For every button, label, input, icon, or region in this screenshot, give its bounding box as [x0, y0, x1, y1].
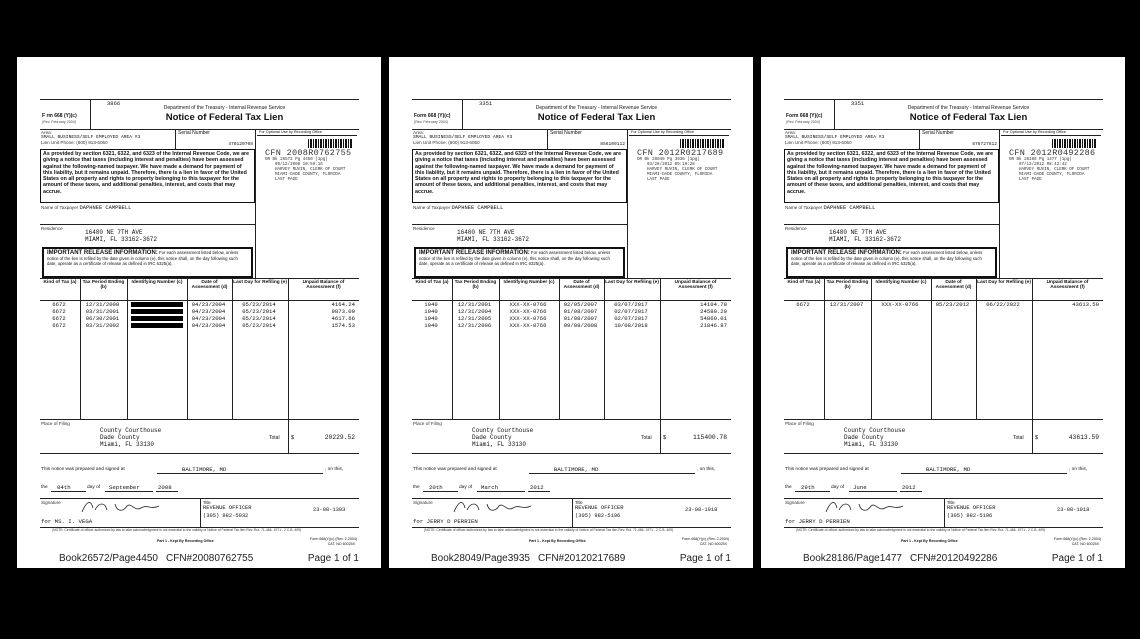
officer-phone: (305) 982-5196	[575, 513, 621, 519]
residence-label: Residence	[413, 226, 435, 231]
table-cell-balance: 14104.70	[700, 301, 727, 308]
area-label: Area:	[413, 130, 424, 135]
prepared-label: This notice was prepared and signed at	[41, 467, 125, 472]
part-label: Part 1 - Kept By Recording Office	[529, 539, 586, 543]
stamp-clerk: HARVEY RUVIN, CLERK OF COURT	[275, 168, 346, 172]
table-cell-kind: 6672	[52, 322, 66, 329]
handwritten-signature	[77, 498, 167, 516]
serial-label: Serial Number	[178, 130, 210, 136]
optional-use-label: For Optional Use by Recording Office	[631, 130, 695, 134]
signed-day: 20th	[429, 484, 443, 491]
lien-phone: Lien Unit Phone: (800) 913-6050	[41, 140, 108, 145]
rule-line	[901, 473, 1067, 474]
form-revision: (Rev. February 2004)	[42, 120, 76, 124]
area-label: Area:	[785, 130, 796, 135]
taxpayer-row	[413, 205, 503, 211]
place-of-filing-label: Place of Filing	[785, 421, 814, 426]
handwritten-signature	[821, 498, 911, 516]
rule-line	[784, 419, 1103, 420]
officer-phone: (305) 982-5032	[203, 513, 249, 519]
table-cell-period: 12/31/2001	[457, 301, 492, 308]
department: Department of the Treasury - Internal Revenue Service	[163, 105, 286, 111]
rule-line	[627, 129, 628, 278]
the-label: the	[413, 485, 420, 490]
total-label: Total	[641, 435, 652, 441]
table-cell-id: XXX-XX-0766	[509, 301, 547, 308]
optional-use-label: For Optional Use by Recording Office	[1003, 130, 1067, 134]
legal-note: (NOTE: Certificate of officer authorized by law to take acknowledgment is not essential to the validity of Notice of Federal Tax lien Rev. Rul. 71-466, 1971 - 2 C.B. 409)	[424, 528, 674, 532]
residence-label: Residence	[785, 226, 807, 231]
recording-cfn: CFN 2008R0762755	[265, 148, 352, 158]
table-cell-assessed: 04/23/2004	[191, 301, 226, 308]
lien-phone: Lien Unit Phone: (800) 913-6050	[785, 140, 852, 145]
recording-cfn: CFN 2012R0217689	[637, 148, 724, 158]
taxpayer-label: Name of Taxpayer	[413, 205, 451, 210]
signed-month: June	[853, 484, 867, 491]
rule-line	[660, 419, 661, 453]
signed-year: 2012	[902, 484, 916, 491]
rule-line	[784, 453, 1103, 454]
book-page: Book28186/Page1477	[803, 553, 902, 564]
rule-line	[105, 491, 153, 492]
rule-line	[423, 491, 458, 492]
table-cell-kind: 6672	[52, 301, 66, 308]
signed-for: for JERRY D PERRIEN	[785, 518, 850, 525]
table-cell-id: XXX-XX-0766	[509, 315, 547, 322]
legal-note: (NOTE: Certificate of officer authorized by law to take acknowledgment is not essential to the validity of Notice of Federal Tax lien Rev. Rul. 71-466, 1971 - 2 C.B. 409)	[52, 528, 302, 532]
column-header: Date of Assessment (d)	[563, 280, 600, 290]
prepared-city: BALTIMORE, MD	[926, 466, 971, 473]
residence-line-1: 16480 NE 7TH AVE	[829, 229, 887, 236]
table-cell-assessed: 01/08/2007	[563, 315, 598, 322]
barcode	[1052, 139, 1097, 148]
column-header: Unpaid Balance of Assessment (f)	[1046, 280, 1089, 290]
table-cell-kind: 1040	[424, 315, 438, 322]
rule-line	[572, 498, 573, 527]
place-line-1: County Courthouse	[100, 427, 162, 434]
officer-title: REVENUE OFFICER	[575, 505, 624, 511]
rule-line	[40, 453, 359, 454]
column-header: Unpaid Balance of Assessment (f)	[302, 280, 345, 290]
table-cell-refile: 02/07/2017	[614, 315, 648, 322]
tax-lien-notice	[761, 57, 1125, 568]
officer-code: 23-08-1018	[685, 507, 718, 513]
release-info-box	[786, 247, 997, 278]
table-cell-kind: 1040	[424, 322, 438, 329]
tax-lien-notice	[389, 57, 753, 568]
page-count: Page 1 of 1	[307, 553, 359, 564]
dollar-sign: $	[663, 435, 667, 441]
signed-month: March	[481, 484, 499, 491]
on-this: , on this,	[697, 467, 716, 472]
redacted-id-bar	[131, 315, 183, 322]
serial-number: 856109112	[600, 142, 625, 147]
rule-line	[412, 224, 627, 225]
table-cell-refile: 02/07/2017	[614, 308, 648, 315]
table-cell-balance: 21846.87	[700, 322, 727, 329]
legal-note: (NOTE: Certificate of officer authorized by law to take acknowledgment is not essential to the validity of Notice of Federal Tax lien Rev. Rul. 71-466, 1971 - 2 C.B. 409)	[796, 528, 1046, 532]
barcode	[308, 139, 353, 148]
table-cell-period: 12/31/2005	[457, 315, 492, 322]
rule-line	[795, 491, 830, 492]
stamp-clerk: HARVEY RUVIN, CLERK OF COURT	[647, 168, 718, 172]
signed-for: for MS. I. VEGA	[41, 518, 93, 525]
rule-line	[288, 419, 289, 453]
title-label: Title	[575, 500, 583, 505]
area-value: SMALL BUSINESS/SELF EMPLOYED AREA #3	[785, 135, 885, 140]
place-line-3: Miami, FL 33130	[472, 441, 527, 448]
rule-line	[412, 453, 731, 454]
table-cell-balance: 24580.20	[700, 308, 727, 315]
stamp-book: OR Bk 26572 Pg 4450 (1pg)	[265, 158, 328, 162]
form-footer: Form 668(Y)(c) (Rev. 2-2004)	[1053, 537, 1101, 541]
rule-line	[784, 278, 1103, 279]
form-number: 3351	[479, 100, 493, 107]
place-line-2: Dade County	[472, 434, 512, 441]
part-label: Part 1 - Kept By Recording Office	[157, 539, 214, 543]
table-cell-refile: 03/07/2017	[614, 301, 648, 308]
on-this: , on this,	[1069, 467, 1088, 472]
rule-line	[51, 491, 86, 492]
table-cell-refile: 05/23/2014	[242, 308, 276, 315]
prepared-city: BALTIMORE, MD	[182, 466, 227, 473]
rule-line	[200, 498, 201, 527]
the-label: the	[41, 485, 48, 490]
taxpayer-row	[41, 205, 131, 211]
rule-line	[529, 473, 695, 474]
place-line-3: Miami, FL 33130	[100, 441, 155, 448]
dollar-sign: $	[1035, 435, 1039, 441]
table-cell-balance: 1574.53	[331, 322, 355, 329]
table-cell-refile: 06/22/2022	[986, 301, 1020, 308]
form-number: 3351	[851, 100, 865, 107]
form-footer: Form 668(Y)(c) (Rev. 2-2004)	[309, 537, 357, 541]
prepared-label: This notice was prepared and signed at	[413, 467, 497, 472]
catalog-number: CAT. NO 60025X	[327, 542, 355, 546]
taxpayer-row	[785, 205, 875, 211]
catalog-number: CAT. NO 60025X	[1071, 542, 1099, 546]
release-text: For each assessment listed below, unless notice of the lien is refiled by the date given in column (e), this notice shall, on the day following such date, operate as a certificate of release as defined in IRC 6325(a).	[419, 250, 611, 266]
total-amount: 43613.59	[1068, 434, 1099, 441]
rule-line	[999, 129, 1000, 278]
table-cell-balance: 54869.01	[700, 315, 727, 322]
rule-line	[900, 491, 922, 492]
taxpayer-name: DAPHNEE CAMPBELL	[79, 205, 132, 211]
residence-line-2: MIAMI, FL 33162-3672	[85, 236, 158, 243]
stamp-date: 03/28/2012 09:19:28	[647, 163, 695, 167]
table-cell-kind: 1040	[424, 308, 438, 315]
on-this: , on this,	[325, 467, 344, 472]
table-cell-period: 12/31/2000	[85, 301, 120, 308]
day-of-label: day of	[87, 485, 101, 490]
rule-line	[849, 491, 897, 492]
officer-title: REVENUE OFFICER	[947, 505, 996, 511]
residence-line-1: 16480 NE 7TH AVE	[457, 229, 515, 236]
dollar-sign: $	[291, 435, 295, 441]
stamp-date: 09/12/2008 10:59:16	[275, 163, 323, 167]
rule-line	[412, 419, 731, 420]
table-cell-id: XXX-XX-0766	[509, 308, 547, 315]
rule-line	[784, 224, 999, 225]
rule-line	[157, 473, 323, 474]
table-cell-id: XXX-XX-0766	[509, 322, 547, 329]
column-header: Identifying Number (c)	[503, 280, 555, 285]
form-number: 3866	[107, 100, 121, 107]
rule-line	[412, 99, 731, 100]
table-cell-balance: 4617.66	[331, 315, 355, 322]
total-label: Total	[1013, 435, 1024, 441]
place-line-1: County Courthouse	[472, 427, 534, 434]
release-title: IMPORTANT RELEASE INFORMATION:	[47, 250, 158, 256]
rule-line	[175, 129, 176, 149]
signed-for: for JERRY D PERRIEN	[413, 518, 478, 525]
day-of-label: day of	[831, 485, 845, 490]
serial-number: 470120708	[228, 142, 253, 147]
signature-label: Signature	[41, 500, 61, 505]
rule-line	[40, 278, 359, 279]
signed-day: 04th	[57, 484, 71, 491]
column-header: Tax Period Ending (b)	[82, 280, 125, 290]
table-cell-kind: 6672	[796, 301, 810, 308]
table-cell-assessed: 05/23/2012	[935, 301, 970, 308]
rule-line	[156, 491, 178, 492]
document-title: Notice of Federal Tax Lien	[165, 112, 284, 123]
handwritten-signature	[449, 498, 539, 516]
title-label: Title	[947, 500, 955, 505]
total-label: Total	[269, 435, 280, 441]
signed-year: 2008	[158, 484, 172, 491]
the-label: the	[785, 485, 792, 490]
column-header: Unpaid Balance of Assessment (f)	[674, 280, 717, 290]
redacted-id-bar	[131, 301, 183, 308]
barcode	[680, 139, 725, 148]
release-info-box	[414, 247, 625, 278]
table-cell-balance: 4164.24	[331, 301, 355, 308]
column-header: Tax Period Ending (b)	[454, 280, 497, 290]
rule-line	[784, 99, 1103, 100]
form-footer: Form 668(Y)(c) (Rev. 2-2004)	[681, 537, 729, 541]
taxpayer-name: DAPHNEE CAMPBELL	[823, 205, 876, 211]
stamp-last-page: LAST PAGE	[1019, 178, 1042, 182]
redacted-id-bar	[131, 322, 183, 329]
table-cell-refile: 10/08/2018	[614, 322, 648, 329]
stamp-date: 07/13/2012 08:42:42	[1019, 163, 1067, 167]
table-cell-assessed: 04/23/2004	[191, 322, 226, 329]
release-title: IMPORTANT RELEASE INFORMATION:	[791, 250, 902, 256]
table-cell-assessed: 09/08/2008	[563, 322, 598, 329]
rule-line	[412, 278, 731, 279]
area-value: SMALL BUSINESS/SELF EMPLOYED AREA #3	[41, 135, 141, 140]
officer-title: REVENUE OFFICER	[203, 505, 252, 511]
taxpayer-name: DAPHNEE CAMPBELL	[451, 205, 504, 211]
table-cell-period: 12/31/2007	[829, 301, 864, 308]
signed-year: 2012	[530, 484, 544, 491]
residence-label: Residence	[41, 226, 63, 231]
rule-line	[528, 491, 550, 492]
place-of-filing-label: Place of Filing	[41, 421, 70, 426]
table-cell-refile: 05/23/2014	[242, 322, 276, 329]
rule-line	[629, 135, 729, 136]
rule-line	[547, 129, 548, 149]
table-cell-refile: 05/23/2014	[242, 301, 276, 308]
stamp-county: MIAMI-DADE COUNTY, FLORIDA	[275, 173, 341, 177]
signature-label: Signature	[785, 500, 805, 505]
table-cell-id: XXX-XX-0766	[881, 301, 919, 308]
column-header: Kind of Tax (a)	[43, 280, 77, 285]
form-id: Form 668 (Y)(c)	[414, 113, 451, 119]
table-cell-balance: 9873.09	[331, 308, 355, 315]
column-header: Date of Assessment (d)	[935, 280, 972, 290]
rule-line	[919, 129, 920, 149]
rule-line	[255, 129, 256, 278]
prepared-label: This notice was prepared and signed at	[785, 467, 869, 472]
catalog-number: CAT. NO 60025X	[699, 542, 727, 546]
department: Department of the Treasury - Internal Revenue Service	[907, 105, 1030, 111]
signed-month: September	[109, 484, 140, 491]
document-title: Notice of Federal Tax Lien	[537, 112, 656, 123]
place-of-filing-label: Place of Filing	[413, 421, 442, 426]
rule-line	[257, 135, 357, 136]
page-count: Page 1 of 1	[1051, 553, 1103, 564]
officer-code: 23-08-1018	[1057, 507, 1090, 513]
total-amount: 20229.52	[324, 434, 355, 441]
tax-lien-notice	[17, 57, 381, 568]
area-label: Area:	[41, 130, 52, 135]
taxpayer-label: Name of Taxpayer	[41, 205, 79, 210]
stamp-book: OR Bk 28049 Pg 3935 (1pg)	[637, 158, 700, 162]
release-text: For each assessment listed below, unless notice of the lien is refiled by the date given in column (e), this notice shall, on the day following such date, operate as a certificate of release as defined in IRC 6325(a).	[791, 250, 983, 266]
area-value: SMALL BUSINESS/SELF EMPLOYED AREA #3	[413, 135, 513, 140]
form-id: F rm 668 (Y)(c)	[42, 113, 77, 119]
table-cell-period: 12/31/2006	[457, 322, 492, 329]
column-header: Last Day for Refiling (e)	[977, 280, 1031, 285]
lien-phone: Lien Unit Phone: (800) 913-6050	[413, 140, 480, 145]
table-cell-period: 12/31/2004	[457, 308, 492, 315]
stamp-last-page: LAST PAGE	[647, 178, 670, 182]
table-cell-period: 06/30/2001	[85, 315, 120, 322]
column-header: Tax Period Ending (b)	[826, 280, 869, 290]
book-page: Book26572/Page4450	[59, 553, 158, 564]
rule-line	[1001, 135, 1101, 136]
column-header: Kind of Tax (a)	[415, 280, 449, 285]
officer-code: 23-08-1303	[313, 507, 346, 513]
release-text: For each assessment listed below, unless notice of the lien is refiled by the date given in column (e), this notice shall, on the day following such date, operate as a certificate of release as defined in IRC 6325(a).	[47, 250, 239, 266]
stamp-county: MIAMI-DADE COUNTY, FLORIDA	[1019, 173, 1085, 177]
rule-line	[40, 99, 359, 100]
table-cell-assessed: 04/23/2004	[191, 308, 226, 315]
cfn-number: CFN#20120217689	[538, 553, 626, 564]
table-cell-kind: 6672	[52, 315, 66, 322]
department: Department of the Treasury - Internal Revenue Service	[535, 105, 658, 111]
officer-phone: (305) 982-5196	[947, 513, 993, 519]
serial-label: Serial Number	[550, 130, 582, 136]
rule-line	[944, 498, 945, 527]
statute-text: As provided by section 6321, 6322, and 6323 of the Internal Revenue Code, we are giving a notice that taxes (including interest and penalties) have been assessed against the following-named taxpayer. We have made a demand for payment of this liability, but it remains unpaid. Therefore, there is a lien in favor of the United States on all property and rights to property belonging to this taxpayer for the amount of these taxes, and additional penalties, interest, and costs that may accrue.	[784, 149, 999, 203]
cfn-number: CFN#20120492286	[910, 553, 998, 564]
place-line-1: County Courthouse	[844, 427, 906, 434]
signed-day: 29th	[801, 484, 815, 491]
table-cell-balance: 43613.59	[1072, 301, 1099, 308]
page-count: Page 1 of 1	[679, 553, 731, 564]
taxpayer-label: Name of Taxpayer	[785, 205, 823, 210]
cfn-number: CFN#20080762755	[166, 553, 254, 564]
column-header: Kind of Tax (a)	[787, 280, 821, 285]
table-cell-assessed: 01/08/2007	[563, 308, 598, 315]
part-label: Part 1 - Kept By Recording Office	[901, 539, 958, 543]
rule-line	[1032, 419, 1033, 453]
table-cell-refile: 05/23/2014	[242, 315, 276, 322]
table-cell-period: 03/31/2001	[85, 308, 120, 315]
stamp-book: OR Bk 28186 Pg 1477 (1pg)	[1009, 158, 1072, 162]
stamp-clerk: HARVEY RUVIN, CLERK OF COURT	[1019, 168, 1090, 172]
redacted-id-bar	[131, 308, 183, 315]
stamp-last-page: LAST PAGE	[275, 178, 298, 182]
statute-text: As provided by section 6321, 6322, and 6323 of the Internal Revenue Code, we are giving a notice that taxes (including interest and penalties) have been assessed against the following-named taxpayer. We have made a demand for payment of this liability, but it remains unpaid. Therefore, there is a lien in favor of the United States on all property and rights to property belonging to this taxpayer for the amount of these taxes, and additional penalties, interest, and costs that may accrue.	[412, 149, 627, 203]
recording-cfn: CFN 2012R0492286	[1009, 148, 1096, 158]
optional-use-label: For Optional Use by Recording Office	[259, 130, 323, 134]
column-header: Date of Assessment (d)	[191, 280, 228, 290]
total-amount: 115400.78	[692, 434, 727, 441]
day-of-label: day of	[459, 485, 473, 490]
serial-label: Serial Number	[922, 130, 954, 136]
place-line-2: Dade County	[100, 434, 140, 441]
stamp-county: MIAMI-DADE COUNTY, FLORIDA	[647, 173, 713, 177]
table-cell-assessed: 04/23/2004	[191, 315, 226, 322]
rule-line	[40, 419, 359, 420]
title-label: Title	[203, 500, 211, 505]
column-header: Identifying Number (c)	[131, 280, 183, 285]
table-cell-kind: 1040	[424, 301, 438, 308]
release-title: IMPORTANT RELEASE INFORMATION:	[419, 250, 530, 256]
document-title: Notice of Federal Tax Lien	[909, 112, 1028, 123]
book-page: Book28049/Page3935	[431, 553, 530, 564]
table-cell-assessed: 02/05/2007	[563, 301, 598, 308]
form-revision: (Rev. February 2004)	[786, 120, 820, 124]
residence-line-2: MIAMI, FL 33162-3672	[829, 236, 902, 243]
rule-line	[40, 224, 255, 225]
statute-text: As provided by section 6321, 6322, and 6323 of the Internal Revenue Code, we are giving a notice that taxes (including interest and penalties) have been assessed against the following-named taxpayer. We have made a demand for payment of this liability, but it remains unpaid. Therefore, there is a lien in favor of the United States on all property and rights to property belonging to this taxpayer for the amount of these taxes, and additional penalties, interest, and costs that may accrue.	[40, 149, 255, 203]
column-header: Last Day for Refiling (e)	[233, 280, 287, 285]
rule-line	[477, 491, 525, 492]
place-line-3: Miami, FL 33130	[844, 441, 899, 448]
serial-number: 878727612	[972, 142, 997, 147]
table-cell-kind: 6672	[52, 308, 66, 315]
residence-line-1: 16480 NE 7TH AVE	[85, 229, 143, 236]
form-id: Form 668 (Y)(c)	[786, 113, 823, 119]
form-revision: (Rev. February 2004)	[414, 120, 448, 124]
release-info-box	[42, 247, 253, 278]
signature-label: Signature	[413, 500, 433, 505]
column-header: Last Day for Refiling (e)	[605, 280, 659, 285]
place-line-2: Dade County	[844, 434, 884, 441]
residence-line-2: MIAMI, FL 33162-3672	[457, 236, 530, 243]
prepared-city: BALTIMORE, MD	[554, 466, 599, 473]
column-header: Identifying Number (c)	[875, 280, 927, 285]
table-cell-period: 03/31/2002	[85, 322, 120, 329]
